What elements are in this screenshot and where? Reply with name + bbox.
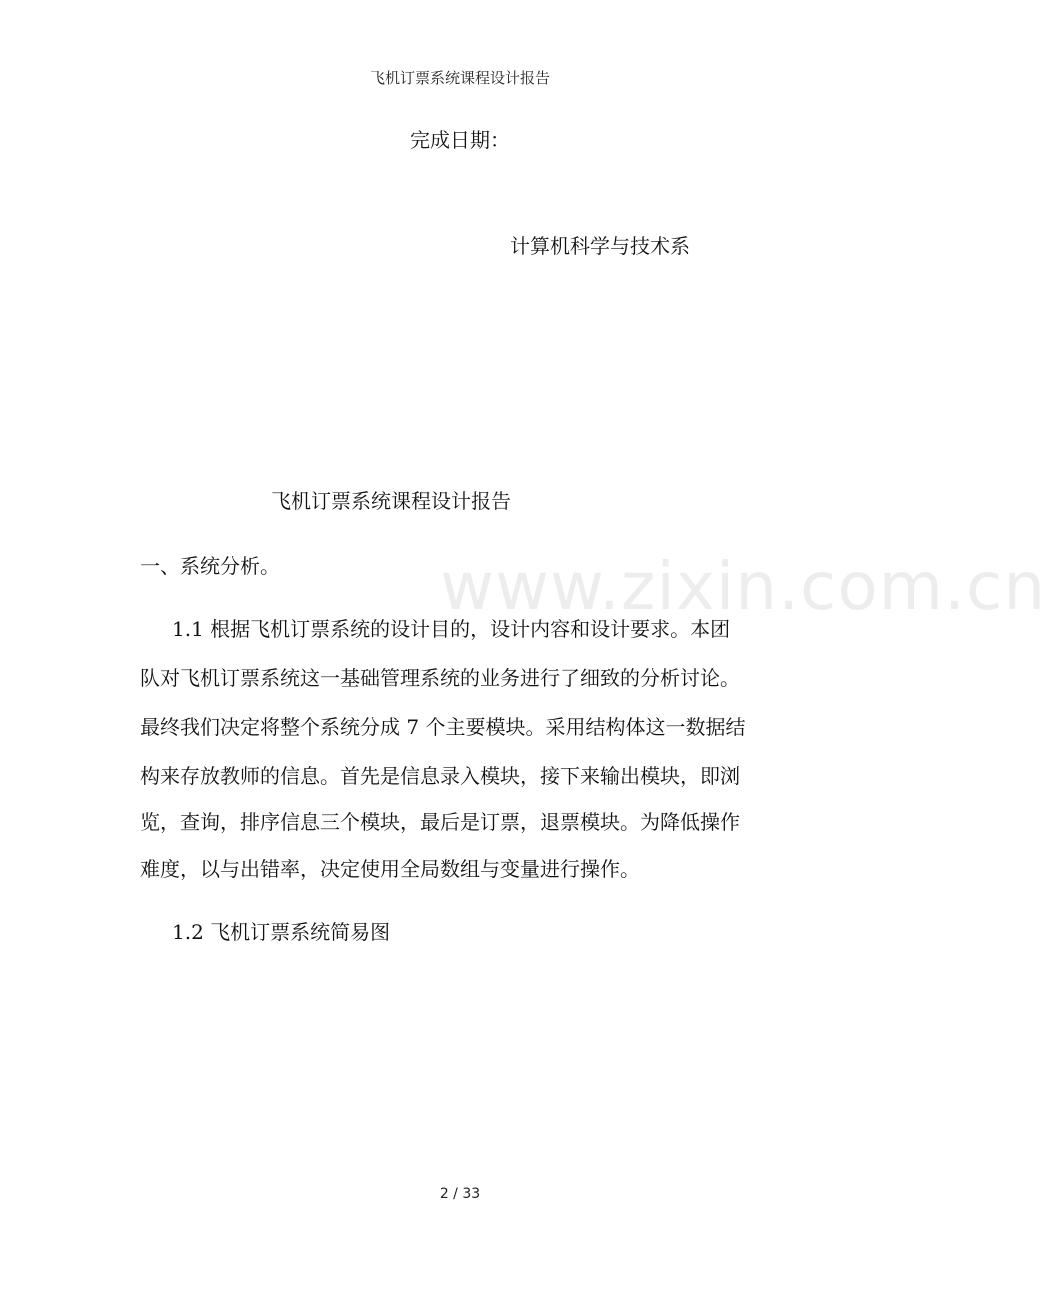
paragraph-line: 览，查询，排序信息三个模块，最后是订票，退票模块。为降低操作 — [140, 810, 740, 834]
subsection-heading: 1.2 飞机订票系统简易图 — [172, 920, 391, 944]
completion-date-label: 完成日期： — [410, 128, 510, 152]
paragraph-line: 1.1 根据飞机订票系统的设计目的，设计内容和设计要求。本团 — [172, 617, 731, 641]
section-heading: 一、系统分析。 — [140, 554, 280, 578]
report-title: 飞机订票系统课程设计报告 — [271, 489, 511, 513]
paragraph-line: 难度，以与出错率，决定使用全局数组与变量进行操作。 — [140, 857, 640, 881]
watermark: www.zixin.com.cn — [440, 548, 1046, 625]
running-header: 飞机订票系统课程设计报告 — [369, 69, 550, 87]
paragraph-line: 队对飞机订票系统这一基础管理系统的业务进行了细致的分析讨论。 — [140, 666, 740, 690]
paragraph-line: 最终我们决定将整个系统分成 7 个主要模块。采用结构体这一数据结 — [140, 715, 746, 739]
paragraph-line: 构来存放教师的信息。首先是信息录入模块，接下来输出模块，即浏 — [140, 764, 740, 788]
department-name: 计算机科学与技术系 — [510, 234, 690, 258]
page-number: 2 / 33 — [439, 1186, 481, 1202]
